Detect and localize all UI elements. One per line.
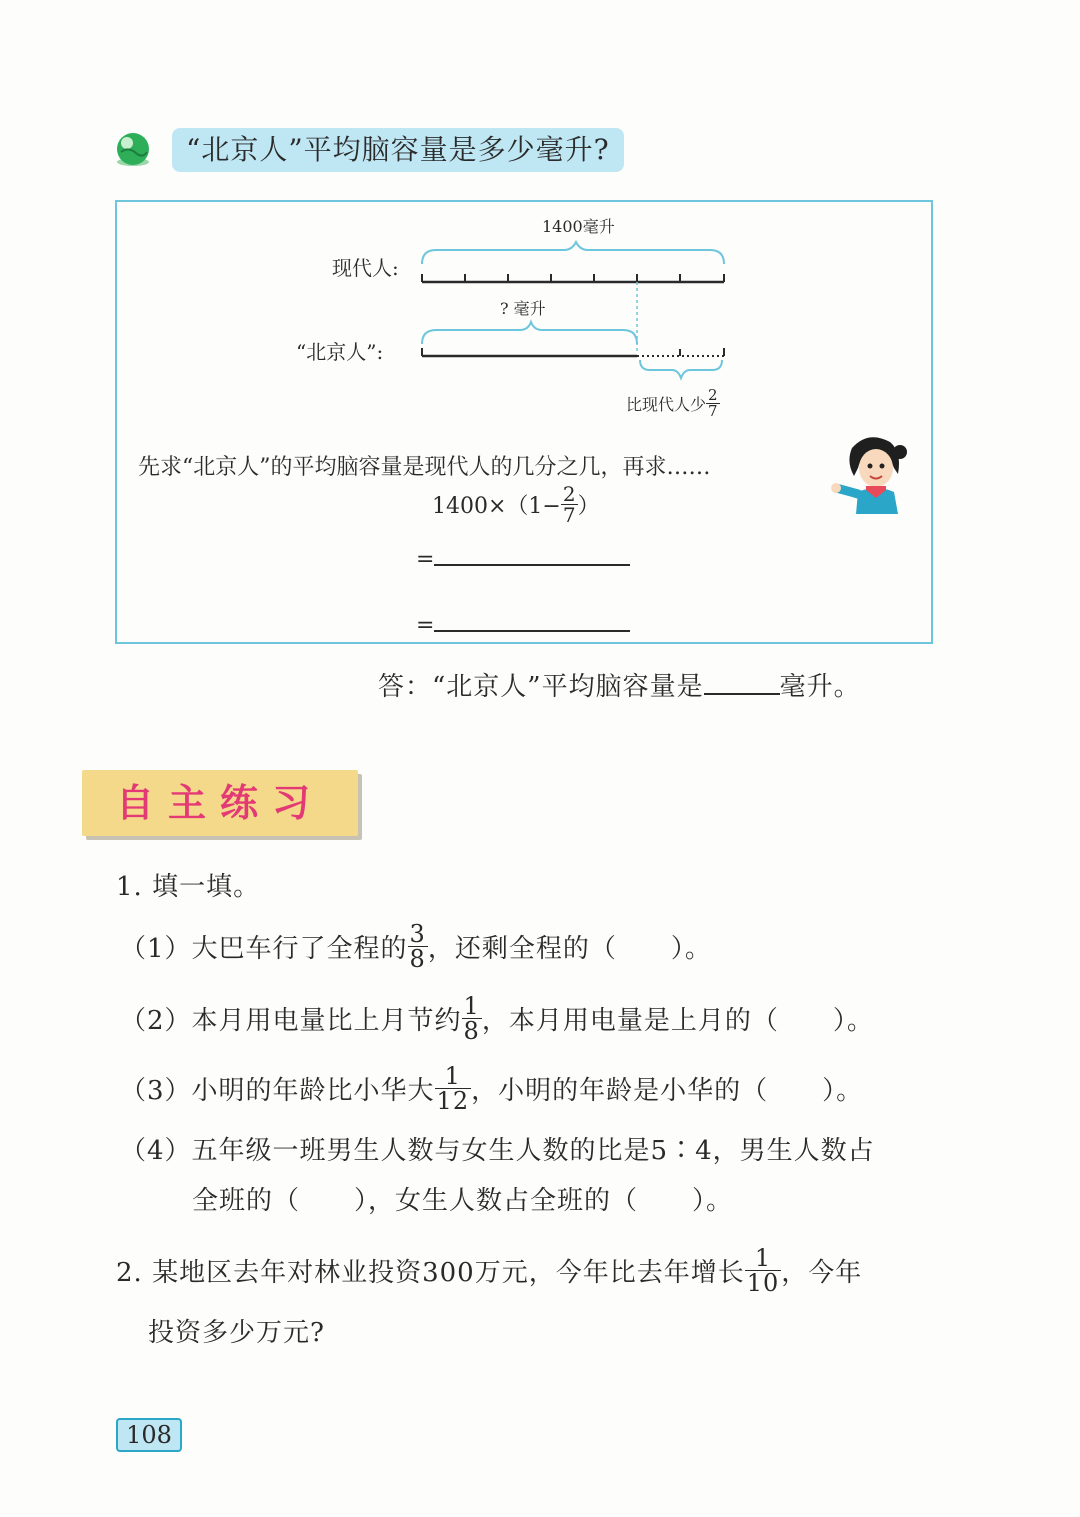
answer-line: 答：“北京人”平均脑容量是 毫升。 [378, 666, 861, 703]
practice-banner: 自主练习 [82, 770, 358, 836]
equation-line-1: = [416, 540, 630, 572]
unknown-brace [422, 322, 637, 344]
q1-item-4-line2: 全班的（ ），女生人数占全班的（ ）。 [192, 1186, 734, 1216]
q1-item-3: （3）小明的年龄比小华大 $\frac{1}{12}$ ，小明的年龄是小华的（ ）。 [120, 1062, 864, 1115]
q2-line2: 投资多少万元? [148, 1318, 325, 1348]
expression: 1400×（1− $\frac{2}{7}$ ） [432, 482, 600, 527]
section-question-title: “北京人”平均脑容量是多少毫升? [172, 128, 624, 172]
answer-blank-1[interactable] [434, 540, 630, 566]
less-label: 比现代人少 $\frac{2}{7}$ [626, 386, 718, 420]
less-brace [640, 360, 722, 378]
beijing-label: “北京人”: [296, 340, 384, 364]
expression-fraction: $\frac{2}{7}$ [562, 482, 576, 527]
line-segment-diagram [410, 236, 740, 386]
q1-title: 1. 填一填。 [116, 872, 261, 902]
globe-icon [113, 132, 153, 168]
less-fraction: $\frac{2}{7}$ [708, 386, 718, 420]
q2-fraction: $\frac{1}{10}$ [746, 1244, 780, 1297]
equation-line-2: = [416, 606, 630, 638]
unknown-label: ? 毫升 [500, 299, 546, 318]
q1-2-fraction: $\frac{1}{8}$ [463, 992, 480, 1045]
q1-3-fraction: $\frac{1}{12}$ [436, 1062, 470, 1115]
total-brace [422, 242, 724, 264]
q1-1-fraction: $\frac{3}{8}$ [409, 920, 426, 973]
answer-blank-final[interactable] [704, 667, 780, 695]
q1-item-1: （1）大巴车行了全程的 $\frac{3}{8}$ ，还剩全程的（ ）。 [120, 920, 712, 973]
hint-text: 先求“北京人”的平均脑容量是现代人的几分之几，再求…… [138, 455, 711, 480]
q2-line1: 2. 某地区去年对林业投资300万元，今年比去年增长 $\frac{1}{10}$ ，今年 [116, 1244, 863, 1297]
modern-label: 现代人: [332, 256, 399, 280]
q1-item-2: （2）本月用电量比上月节约 $\frac{1}{8}$ ，本月用电量是上月的（ ）。 [120, 992, 874, 1045]
girl-illustration [828, 428, 914, 514]
q1-item-4-line1: （4）五年级一班男生人数与女生人数的比是5∶4，男生人数占 [120, 1136, 875, 1166]
answer-blank-2[interactable] [434, 606, 630, 632]
total-label: 1400毫升 [542, 217, 615, 236]
page-number: 108 [116, 1418, 182, 1452]
